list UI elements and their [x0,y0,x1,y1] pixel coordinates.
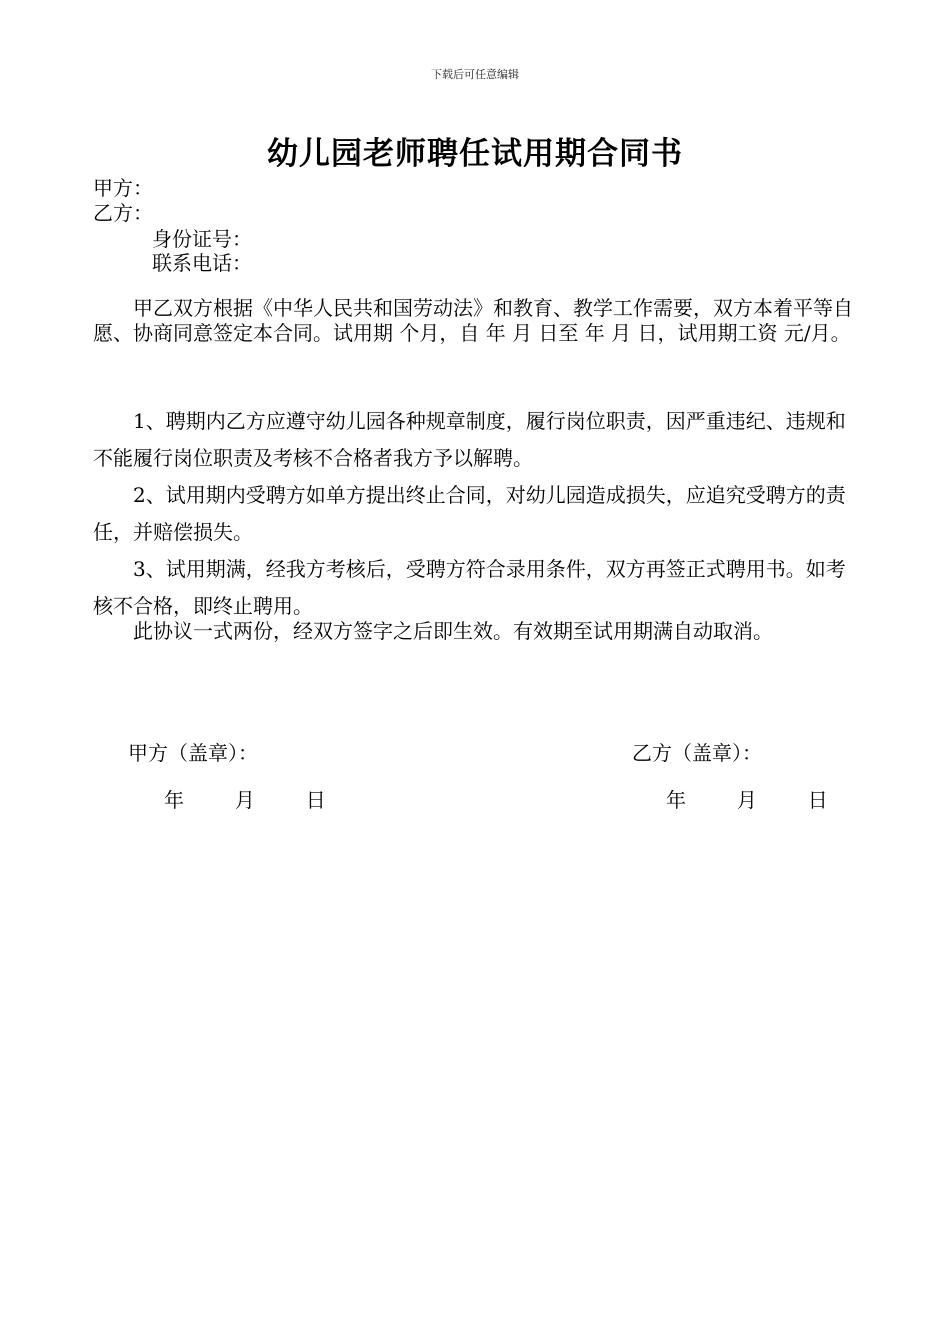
document-title: 幼儿园老师聘任试用期合同书 [267,136,683,172]
clause-3: 3、试用期满，经我方考核后，受聘方符合录用条件，双方再签正式聘用书。如考核不合格，即终止聘用。 [93,557,846,618]
intro-paragraph: 甲乙双方根据《中华人民共和国劳动法》和教育、教学工作需要，双方本着平等自愿、协商同意签定本合同。试用期 个月，自 年 月 日至 年 月 日，试用期工资 元/月。 [93,296,853,345]
phone-label: 联系电话： [152,251,252,275]
party-b-date-line: 年 月 日 [666,788,828,812]
party-a-seal-label: 甲方（盖章）： [128,741,258,765]
party-b-label: 乙方： [93,201,153,225]
party-a-date-line: 年 月 日 [164,788,326,812]
clause-1: 1、聘期内乙方应遵守幼儿园各种规章制度，履行岗位职责，因严重违纪、违规和不能履行岗位职责及考核不合格者我方予以解聘。 [93,409,846,470]
party-b-seal-label: 乙方（盖章）： [632,741,762,765]
header-note: 下载后可任意编辑 [431,68,519,81]
intro-block [93,296,863,346]
clauses-block [93,403,863,625]
closing-block [93,618,863,644]
closing-paragraph: 此协议一式两份，经双方签字之后即生效。有效期至试用期满自动取消。 [133,619,773,643]
id-number-label: 身份证号： [152,227,252,251]
clause-2: 2、试用期内受聘方如单方提出终止合同，对幼儿园造成损失，应追究受聘方的责任，并赔偿损失。 [93,483,846,544]
party-a-label: 甲方： [93,176,153,200]
